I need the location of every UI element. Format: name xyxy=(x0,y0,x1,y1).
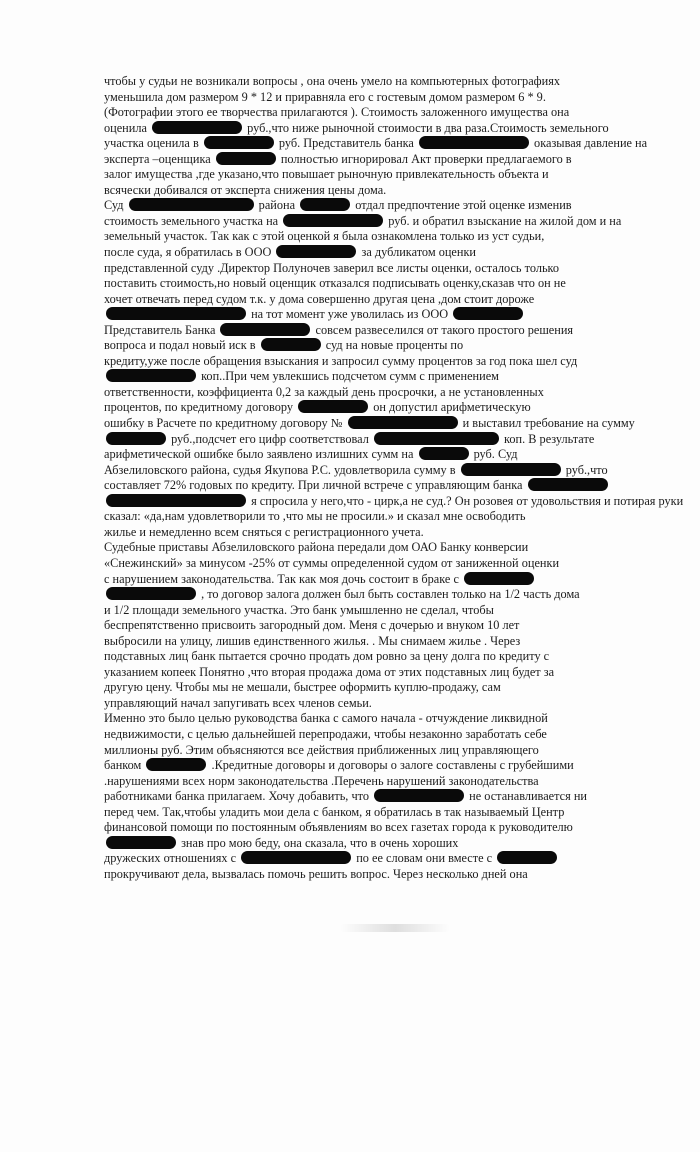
redaction-bar xyxy=(374,432,499,445)
text-segment: выбросили на улицу, лишив единственного жилья. . Мы снимаем жилье . Через xyxy=(104,633,521,648)
text-line xyxy=(104,90,632,106)
text-segment: руб.,что xyxy=(562,462,608,477)
text-segment: суд на новые проценты по xyxy=(322,338,464,353)
redaction-bar xyxy=(220,323,310,336)
text-line xyxy=(104,540,632,556)
redaction-bar xyxy=(276,245,356,258)
text-line xyxy=(104,820,632,836)
text-segment: района xyxy=(255,198,299,213)
redaction-bar xyxy=(106,494,246,507)
text-segment: работниками банка прилагаем. Хочу добавить, что xyxy=(104,789,373,804)
text-segment: стоимость земельного участка на xyxy=(104,213,282,228)
redaction-bar xyxy=(461,463,561,476)
redaction-bar xyxy=(528,478,608,491)
text-line xyxy=(104,665,632,681)
document-body xyxy=(104,74,684,882)
text-line xyxy=(104,727,632,743)
text-line xyxy=(104,447,632,463)
text-segment: ответственности, коэффициента 0,2 за каждый день просрочки, а не установленных xyxy=(104,384,544,399)
text-segment: я спросила у него,что - цирк,а не суд.? Он розовея от удовольствия и потирая руки xyxy=(248,493,684,508)
text-line xyxy=(104,618,632,634)
text-segment: жилье и немедленно всем сняться с регистрационного учета. xyxy=(104,524,424,539)
text-segment: совсем развеселился от такого простого решения xyxy=(312,322,574,337)
text-line xyxy=(104,416,635,432)
text-line xyxy=(104,214,632,230)
text-line xyxy=(104,509,632,525)
text-line xyxy=(104,152,632,168)
text-line xyxy=(104,478,632,494)
text-line xyxy=(104,400,632,416)
text-segment: за дубликатом оценки xyxy=(358,245,477,260)
text-line xyxy=(104,774,632,790)
text-segment: управляющий начал запугивать всех членов семьи. xyxy=(104,695,372,710)
redaction-bar xyxy=(464,572,534,585)
redaction-bar xyxy=(497,851,557,864)
text-segment: , то договор залога должен был быть составлен только на 1/2 часть дома xyxy=(198,587,580,602)
text-line xyxy=(104,525,632,541)
text-line xyxy=(104,229,632,245)
text-segment: хочет отвечать перед судом т.к. у дома совершенно другая цена ,дом стоит дороже xyxy=(104,291,535,306)
text-segment: кредиту,уже после обращения взыскания и запросил сумму процентов за год пока шел суд xyxy=(104,353,578,368)
text-segment: представленной суду .Директор Полуночев заверил все листы оценки, осталось только xyxy=(104,260,560,275)
text-segment: по ее словам они вместе с xyxy=(353,851,496,866)
redaction-bar xyxy=(300,198,350,211)
text-segment: коп..При чем увлекшись подсчетом сумм с применением xyxy=(198,369,499,384)
text-segment: руб. Представитель банка xyxy=(275,136,417,151)
text-segment: знав про мою беду, она сказала, что в очень хороших xyxy=(178,835,459,850)
redaction-bar xyxy=(106,307,246,320)
text-segment: .Кредитные договоры и договоры о залоге составлены с грубейшими xyxy=(208,758,574,773)
redaction-bar xyxy=(453,307,523,320)
text-segment: процентов, по кредитному договору xyxy=(104,400,297,415)
text-line xyxy=(104,354,632,370)
text-line xyxy=(104,836,632,852)
text-segment: на тот момент уже уволилась из ООО xyxy=(248,307,452,322)
redaction-bar xyxy=(298,400,368,413)
text-line xyxy=(104,198,632,214)
text-segment: подставных лиц банк пытается срочно продать дом ровно за цену долга по кредиту с xyxy=(104,649,550,664)
redaction-bar xyxy=(106,587,196,600)
text-line xyxy=(104,649,632,665)
text-segment: недвижимости, с целью дальнейшей перепродажи, чтобы незаконно заработать себе xyxy=(104,726,547,741)
text-segment: Абзелиловского района, судья Якупова Р.С. удовлетворила сумму в xyxy=(104,462,459,477)
text-segment: руб.,что ниже рыночной стоимости в два раза.Стоимость земельного xyxy=(244,120,609,135)
text-segment: арифметической ошибке было заявлено излишних сумм на xyxy=(104,447,417,462)
text-line xyxy=(104,463,632,479)
text-segment: коп. В результате xyxy=(500,431,595,446)
text-line xyxy=(104,432,632,448)
text-line xyxy=(104,369,632,385)
text-line xyxy=(104,74,632,90)
redaction-bar xyxy=(106,432,166,445)
text-segment: миллионы руб. Этим объясняются все действия приближенных лиц управляющего xyxy=(104,742,539,757)
text-segment: всячески добивался от эксперта снижения цены дома. xyxy=(104,182,387,197)
text-segment: указанием копеек Понятно ,что вторая продажа дома от этих подставных лиц будет за xyxy=(104,664,555,679)
text-line xyxy=(104,758,632,774)
text-segment: Судебные приставы Абзелиловского района передали дом ОАО Банку конверсии xyxy=(104,540,529,555)
text-segment: сказал: «да,нам удовлетворили то ,что мы не просили.» и сказал мне освободить xyxy=(104,509,526,524)
text-segment: ошибку в Расчете по кредитному договору № xyxy=(104,416,346,431)
text-line xyxy=(104,385,632,401)
text-segment: (Фотографии этого ее творчества прилагаются ). Стоимость заложенного имущества она xyxy=(104,105,570,120)
text-line xyxy=(104,743,632,759)
text-line xyxy=(104,105,632,121)
text-line xyxy=(104,121,632,137)
text-segment: полностью игнорировал Акт проверки предлагаемого в xyxy=(277,151,572,166)
text-line xyxy=(104,696,632,712)
redaction-bar xyxy=(152,121,242,134)
text-segment: чтобы у судьи не возникали вопросы , она очень умело на компьютерных фотографиях xyxy=(104,74,561,88)
text-segment: руб. и обратил взыскание на жилой дом и на xyxy=(385,213,622,228)
text-line xyxy=(104,167,632,183)
text-line xyxy=(104,556,632,572)
text-segment: участка оценила в xyxy=(104,136,202,151)
text-segment: залог имущества ,где указано,что повышает рыночную привлекательность объекта и xyxy=(104,167,549,182)
redaction-bar xyxy=(241,851,351,864)
text-segment: уменьшила дом размером 9 * 12 и приравняла его с гостевым домом размером 6 * 9. xyxy=(104,89,546,104)
text-line xyxy=(104,136,648,152)
text-line xyxy=(104,805,632,821)
text-segment: оказывая давление на xyxy=(530,136,648,151)
text-segment: .нарушениями всех норм законодательства .Перечень нарушений законодательства xyxy=(104,773,539,788)
text-line xyxy=(104,183,632,199)
redaction-bar xyxy=(146,758,206,771)
text-segment: другую цену. Чтобы мы не мешали, быстрее оформить куплю-продажу, сам xyxy=(104,680,501,695)
text-line xyxy=(104,261,632,277)
text-segment: Именно это было целью руководства банка с самого начала - отчуждение ликвидной xyxy=(104,711,548,726)
text-line xyxy=(104,276,632,292)
text-line xyxy=(104,338,632,354)
redaction-bar xyxy=(106,836,176,849)
redaction-bar xyxy=(374,789,464,802)
text-line xyxy=(104,307,632,323)
text-line xyxy=(104,680,632,696)
text-segment: руб.,подсчет его цифр соответствовал xyxy=(168,431,372,446)
text-segment: банком xyxy=(104,758,145,773)
redaction-bar xyxy=(106,369,196,382)
text-segment: с нарушением законодательства. Так как моя дочь состоит в браке с xyxy=(104,571,462,586)
text-line xyxy=(104,851,632,867)
text-segment: Представитель Банка xyxy=(104,322,219,337)
redaction-bar xyxy=(419,136,529,149)
text-segment: он допустил арифметическую xyxy=(370,400,531,415)
redaction-bar xyxy=(129,198,254,211)
text-segment: Суд xyxy=(104,198,127,213)
text-segment: и 1/2 площади земельного участка. Это банк умышленно не сделал, чтобы xyxy=(104,602,494,617)
text-line xyxy=(104,867,632,883)
text-line xyxy=(104,711,632,727)
text-segment: земельный участок. Так как с этой оценкой я была ознакомлена только из уст судьи, xyxy=(104,229,545,244)
redaction-bar xyxy=(348,416,458,429)
text-line xyxy=(104,603,632,619)
page-smudge xyxy=(340,924,450,932)
redaction-bar xyxy=(419,447,469,460)
text-segment: не останавливается ни xyxy=(466,789,587,804)
text-segment: «Снежинский» за минусом -25% от суммы определенной судом от заниженной оценки xyxy=(104,555,560,570)
text-segment: беспрепятственно присвоить загородный дом. Меня с дочерью и внуком 10 лет xyxy=(104,618,520,633)
text-segment: перед чем. Так,чтобы уладить мои дела с банком, я обратилась в так называемый Центр xyxy=(104,804,565,819)
redaction-bar xyxy=(283,214,383,227)
text-segment: составляет 72% годовых по кредиту. При личной встрече с управляющим банка xyxy=(104,478,526,493)
text-line xyxy=(104,323,632,339)
text-segment: отдал предпочтение этой оценке изменив xyxy=(352,198,572,213)
text-line xyxy=(104,572,632,588)
text-segment: поставить стоимость,но новый оценщик отказался подписывать оценку,сказав что он не xyxy=(104,276,566,291)
text-line xyxy=(104,789,632,805)
text-segment: прокручивают дела, вызвалась помочь решить вопрос. Через несколько дней она xyxy=(104,866,528,881)
text-segment: финансовой помощи по постоянным объявлениям во всех газетах города к руководителю xyxy=(104,820,573,835)
text-segment: вопроса и подал новый иск в xyxy=(104,338,259,353)
text-segment: руб. Суд xyxy=(470,447,518,462)
redaction-bar xyxy=(261,338,321,351)
text-line xyxy=(104,292,632,308)
text-line xyxy=(104,245,632,261)
text-segment: эксперта –оценщика xyxy=(104,151,214,166)
text-segment: после суда, я обратилась в ООО xyxy=(104,245,275,260)
redaction-bar xyxy=(204,136,274,149)
text-line xyxy=(104,493,684,510)
text-segment: дружеских отношениях с xyxy=(104,851,240,866)
text-line xyxy=(104,634,632,650)
text-segment: и выставил требование на сумму xyxy=(459,416,635,431)
text-segment: оценила xyxy=(104,120,151,135)
redaction-bar xyxy=(216,152,276,165)
text-line xyxy=(104,587,632,603)
